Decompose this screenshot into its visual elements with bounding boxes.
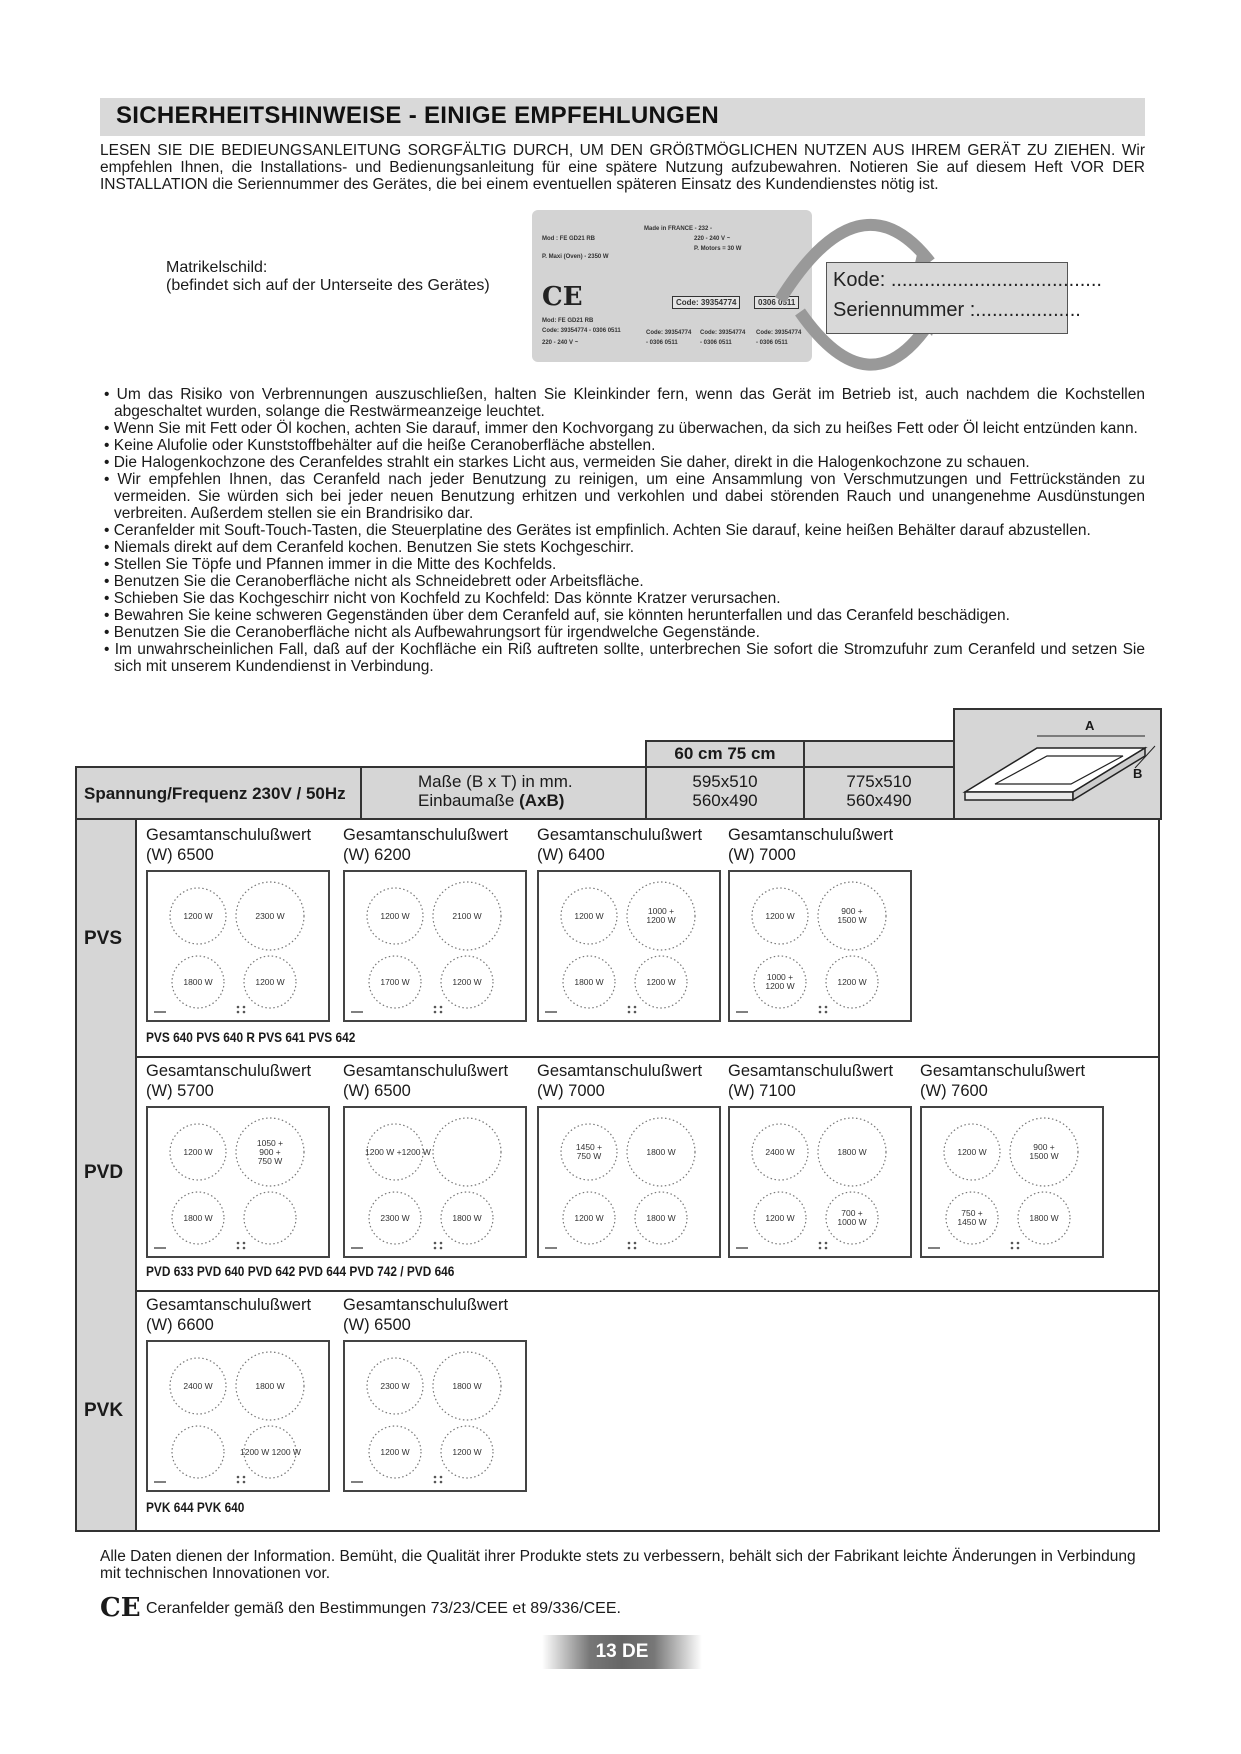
plate-mod1: Mod : FE GD21 RB <box>542 236 596 242</box>
list-item: • Um das Risiko von Verbrennungen auszuschließen, halten Sie Kleinkinder fern, wenn das Gerät im Betrieb ist, auch nachdem die Kochstellen abgeschaltet wurden, solange die Restwärmeanzeige leuchtet. <box>104 386 1145 420</box>
cooking-zone <box>172 1426 224 1478</box>
control-dot <box>819 1247 822 1250</box>
hob-title: Gesamtanschulußwert <box>146 1062 312 1080</box>
control-dot <box>819 1006 822 1009</box>
hob-diagram <box>343 1106 527 1258</box>
zone-power-label: 900 + 1500 W <box>1029 1142 1059 1161</box>
plate-made-in: Made in FRANCE - 232 - <box>644 226 713 232</box>
zone-power-label: 1800 W <box>452 1212 482 1223</box>
control-dot <box>825 1247 828 1250</box>
hob-diagram <box>146 1106 330 1258</box>
ce-regulation-text: Ceranfelder gemäß den Bestimmungen 73/23/CEE et 89/336/CEE. <box>146 1600 621 1617</box>
hob-title: Gesamtanschulußwert <box>920 1062 1086 1080</box>
zone-power-label: 1200 W <box>183 910 213 921</box>
plate-serial: 0306 0511 <box>754 296 799 309</box>
zone-power-label: 1200 W <box>452 1446 482 1457</box>
zone-power-label: 1200 W <box>452 976 482 987</box>
hob-title: Gesamtanschulußwert <box>146 826 312 844</box>
zone-power-label: 1800 W <box>646 1212 676 1223</box>
zone-power-label: 1800 W <box>837 1146 867 1157</box>
zone-power-label: 700 + 1000 W <box>837 1208 867 1227</box>
zone-power-label: 2300 W <box>380 1212 410 1223</box>
control-dot <box>243 1006 246 1009</box>
control-dot <box>628 1006 631 1009</box>
plate-code3b-2: - 0306 0511 <box>700 340 732 346</box>
control-dot <box>237 1006 240 1009</box>
zone-power-label: 2400 W <box>183 1380 213 1391</box>
control-dot <box>634 1247 637 1250</box>
list-item: • Niemals direkt auf dem Ceranfeld kochen. Benutzen Sie stets Kochgeschirr. <box>104 539 635 556</box>
list-item: • Wenn Sie mit Fett oder Öl kochen, achten Sie darauf, immer den Kochvorgang zu überwachen, da sich zu heißes Fett oder Öl leicht entzünden kann. <box>104 420 1138 437</box>
hob-title: Gesamtanschulußwert <box>537 1062 703 1080</box>
hob-power: (W) 7000 <box>728 846 796 864</box>
page-title: SICHERHEITSHINWEISE - EINIGE EMPFEHLUNGEN <box>116 102 720 129</box>
control-dot <box>243 1247 246 1250</box>
control-dot <box>237 1476 240 1479</box>
list-item: • Stellen Sie Töpfe und Pfannen immer in die Mitte des Kochfelds. <box>104 556 557 573</box>
plate-mod2: Mod: FE GD21 RB <box>542 318 594 324</box>
hob-zones-svg <box>148 872 328 1020</box>
row-label-pvk: PVK <box>84 1400 124 1421</box>
hob-zones-svg <box>345 872 525 1020</box>
hob-diagram <box>146 1340 330 1492</box>
control-dot <box>628 1011 631 1014</box>
zone-power-label: 1200 W <box>957 1146 987 1157</box>
title-bar <box>100 98 1145 136</box>
dims-line2 <box>418 791 573 810</box>
matrikel-line2: (befindet sich auf der Unterseite des Gerätes) <box>166 277 490 294</box>
control-dot <box>628 1247 631 1250</box>
control-dot <box>243 1011 246 1014</box>
plate-code2: Code: 39354774 - 0306 0511 <box>542 328 621 334</box>
models-pvk: PVK 644 PVK 640 <box>146 1500 245 1515</box>
control-dot <box>825 1242 828 1245</box>
hob-power: (W) 7000 <box>537 1082 605 1100</box>
control-dot <box>1011 1242 1014 1245</box>
hob-diagram <box>537 870 721 1022</box>
zone-power-label: 1800 W <box>452 1380 482 1391</box>
hob-diagram <box>343 1340 527 1492</box>
hob-title: Gesamtanschulußwert <box>146 1296 312 1314</box>
divider <box>135 820 137 1530</box>
control-dot <box>237 1011 240 1014</box>
control-dot <box>1017 1247 1020 1250</box>
zone-power-label: 1200 W <box>765 910 795 921</box>
hob-title: Gesamtanschulußwert <box>537 826 703 844</box>
plate-pmaxi: P. Maxi (Oven) - 2350 W <box>542 254 609 260</box>
control-dot <box>634 1006 637 1009</box>
control-dot <box>237 1247 240 1250</box>
control-dot <box>825 1011 828 1014</box>
dims-line1: Maße (B x T) in mm. <box>418 772 573 791</box>
control-dot <box>819 1011 822 1014</box>
control-dot <box>825 1006 828 1009</box>
models-pvs: PVS 640 PVS 640 R PVS 641 PVS 642 <box>146 1030 356 1045</box>
hob-diagram <box>343 870 527 1022</box>
list-item: • Wir empfehlen Ihnen, das Ceranfeld nach jeder Benutzung zu reinigen, um eine Ansammlung von Verschmutzungen und Fettrückständen zu vermeiden. Sie würden sich bei jeder neuen Benutzung erhitzen und verkohlen und dabei störenden Rauch und unangenehme Ausdünstungen verbreiten. Außerdem stellen sie ein Brandrisiko dar. <box>104 471 1145 522</box>
col60-value1: 595x510 <box>692 772 758 791</box>
plate-code3a-1: Code: 39354774 <box>646 330 692 336</box>
hob-zones-svg <box>922 1108 1102 1256</box>
hob-power: (W) 6500 <box>146 846 214 864</box>
zone-power-label: 2400 W <box>765 1146 795 1157</box>
hob-zones-svg <box>539 1108 719 1256</box>
safety-list <box>100 386 1145 675</box>
control-dot <box>237 1242 240 1245</box>
plate-motors: P. Motors = 30 W <box>694 246 742 252</box>
row-label-pvd: PVD <box>84 1162 124 1183</box>
hob-zones-svg <box>345 1108 525 1256</box>
hob-diagram <box>537 1106 721 1258</box>
dimension-diagram <box>953 708 1162 820</box>
page-number-badge <box>542 1635 702 1669</box>
kode-line: Kode: ...................................... <box>833 269 1102 291</box>
zone-power-label: 1800 W <box>1029 1212 1059 1223</box>
zone-power-label: 1000 + 1200 W <box>646 906 676 925</box>
control-dot <box>434 1247 437 1250</box>
hob-power: (W) 5700 <box>146 1082 214 1100</box>
zone-power-label: 1800 W <box>255 1380 285 1391</box>
intro-paragraph: LESEN SIE DIE BEDIEUNGSANLEITUNG SORGFÄLTIG DURCH, UM DEN GRÖßTMÖGLICHEN NUTZEN AUS IHREM GERÄT ZU ZIEHEN. Wir empfehlen Ihnen, die Installations- und Bedienungsanleitung für eine spätere Nutzung aufzubewahren. Notieren Sie auf diesem Heft VOR DER INSTALLATION die Seriennummer des Gerätes, die bei einem eventuellen späteren Einsatz des Kundendienstes nötig ist. <box>100 142 1145 193</box>
hob-zones-svg <box>345 1342 525 1490</box>
hob-power: (W) 6400 <box>537 846 605 864</box>
zone-power-label: 1800 W <box>646 1146 676 1157</box>
dims-label <box>418 772 573 810</box>
control-dot <box>434 1481 437 1484</box>
col60-value2: 560x490 <box>692 791 758 810</box>
hob-diagram <box>728 1106 912 1258</box>
disclaimer: Alle Daten dienen der Information. Bemüht, die Qualität ihrer Produkte stets zu verbessern, behält sich der Fabrikant leichte Änderungen in Verbindung mit technischen Innovationen vor. <box>100 1548 1136 1582</box>
plate-volt2: 220 - 240 V ~ <box>542 340 579 346</box>
serial-line: Seriennummer :................... <box>833 299 1081 321</box>
hob-zones-svg <box>539 872 719 1020</box>
page-number: 13 DE <box>595 1641 649 1662</box>
list-item: • Im unwahrscheinlichen Fall, daß auf der Kochfläche ein Riß auftreten sollte, unterbrechen Sie sofort die Stromzufuhr zum Ceranfeld und setzen Sie sich mit unserem Kundendienst in Verbindung. <box>104 641 1145 675</box>
zone-power-label: 1200 W <box>380 1446 410 1457</box>
control-dot <box>634 1011 637 1014</box>
hob-power: (W) 6600 <box>146 1316 214 1334</box>
control-dot <box>628 1242 631 1245</box>
control-dot <box>634 1242 637 1245</box>
row-label-pvs: PVS <box>84 928 123 949</box>
models-pvd: PVD 633 PVD 640 PVD 642 PVD 644 PVD 742 / PVD 646 <box>146 1264 455 1279</box>
plate-volt1: 220 - 240 V ~ <box>694 236 731 242</box>
zone-power-label: 1200 W <box>837 976 867 987</box>
hob-power: (W) 7100 <box>728 1082 796 1100</box>
dims-line2a: Einbaumaße <box>418 791 520 810</box>
zone-power-label: 1050 + 900 + 750 W <box>256 1137 284 1166</box>
size-header-label: 60 cm 75 cm <box>674 744 776 763</box>
zone-power-label: 1200 W <box>574 910 604 921</box>
plate-code: Code: 39354774 <box>672 296 740 309</box>
hob-diagram <box>728 870 912 1022</box>
plate-code3a-3: Code: 39354774 <box>756 330 802 336</box>
control-dot <box>440 1006 443 1009</box>
row-divider <box>75 1056 1160 1058</box>
control-dot <box>1017 1242 1020 1245</box>
zone-power-label: 1200 W <box>765 1212 795 1223</box>
control-dot <box>440 1247 443 1250</box>
hob-diagram <box>146 870 330 1022</box>
matrikel-caption <box>166 259 490 295</box>
zone-power-label: 1800 W <box>574 976 604 987</box>
hob-title: Gesamtanschulußwert <box>728 1062 894 1080</box>
hob-zones-svg <box>148 1108 328 1256</box>
zone-power-label: 1000 + 1200 W <box>765 972 795 991</box>
ce-mark-icon: CE <box>100 1593 141 1623</box>
control-dot <box>1011 1247 1014 1250</box>
zone-power-label: 750 + 1450 W <box>957 1208 987 1227</box>
plate-code3b-1: - 0306 0511 <box>646 340 678 346</box>
zone-power-label: 1800 W <box>183 1212 213 1223</box>
kode-box <box>826 262 1102 334</box>
zone-power-label: 1200 W +1200 W <box>365 1146 431 1157</box>
hob-title: Gesamtanschulußwert <box>343 826 509 844</box>
dim-a-label: A <box>1085 718 1095 733</box>
zone-power-label: 1200 W <box>574 1212 604 1223</box>
zone-power-label: 1450 + 750 W <box>575 1142 603 1161</box>
row-divider <box>75 1290 1160 1292</box>
zone-power-label: 1700 W <box>380 976 410 987</box>
hob-title: Gesamtanschulußwert <box>343 1062 509 1080</box>
plate-code3a-2: Code: 39354774 <box>700 330 746 336</box>
hob-diagram <box>920 1106 1104 1258</box>
hob-zones-svg <box>730 1108 910 1256</box>
zone-power-label: 1800 W <box>183 976 213 987</box>
zone-power-label: 2300 W <box>380 1380 410 1391</box>
control-dot <box>440 1481 443 1484</box>
zone-power-label: 1200 W 1200 W <box>240 1446 301 1457</box>
col75-value2: 560x490 <box>846 791 912 810</box>
voltage-label: Spannung/Frequenz 230V / 50Hz <box>84 784 346 803</box>
zone-power-label: 1200 W <box>255 976 285 987</box>
dims-line2b: (AxB) <box>519 791 565 810</box>
ce-mark-icon: CE <box>542 282 583 312</box>
control-dot <box>243 1242 246 1245</box>
matrikel-line1: Matrikelschild: <box>166 259 268 276</box>
divider <box>360 766 362 820</box>
col75-values <box>803 772 955 810</box>
zone-power-label: 900 + 1500 W <box>837 906 867 925</box>
hob-power: (W) 6200 <box>343 846 411 864</box>
col75-value1: 775x510 <box>846 772 912 791</box>
hob-title: Gesamtanschulußwert <box>728 826 894 844</box>
hob-power: (W) 6500 <box>343 1316 411 1334</box>
hob-dimension-icon <box>955 710 1160 818</box>
hob-zones-svg <box>730 872 910 1020</box>
cooking-zone <box>433 1118 501 1186</box>
hob-title: Gesamtanschulußwert <box>343 1296 509 1314</box>
list-item: • Benutzen Sie die Ceranoberfläche nicht als Aufbewahrungsort für irgendwelche Gegenstände. <box>104 624 760 641</box>
zone-power-label: 1200 W <box>646 976 676 987</box>
hob-zones-svg <box>148 1342 328 1490</box>
hob-power: (W) 6500 <box>343 1082 411 1100</box>
control-dot <box>434 1011 437 1014</box>
control-dot <box>440 1242 443 1245</box>
hob-power: (W) 7600 <box>920 1082 988 1100</box>
control-dot <box>243 1476 246 1479</box>
dim-b-label: B <box>1133 766 1143 781</box>
list-item: • Schieben Sie das Kochgeschirr nicht von Kochfeld zu Kochfeld: Das könnte Kratzer verursachen. <box>104 590 781 607</box>
zone-power-label: 2100 W <box>452 910 482 921</box>
list-item: • Keine Alufolie oder Kunststoffbehälter auf die heiße Ceranoberfläche abstellen. <box>104 437 656 454</box>
list-item: • Bewahren Sie keine schweren Gegenständen über dem Ceranfeld auf, sie könnten herunterfallen und das Ceranfeld beschädigen. <box>104 607 1010 624</box>
list-item: • Benutzen Sie die Ceranoberfläche nicht als Schneidebrett oder Arbeitsfläche. <box>104 573 644 590</box>
control-dot <box>434 1476 437 1479</box>
cooking-zone <box>244 1192 296 1244</box>
size-header-75 <box>803 740 955 768</box>
zone-power-label: 1200 W <box>183 1146 213 1157</box>
control-dot <box>819 1242 822 1245</box>
zone-power-label: 2300 W <box>255 910 285 921</box>
plate-code3b-3: - 0306 0511 <box>756 340 788 346</box>
zone-power-label: 1200 W <box>380 910 410 921</box>
list-item: • Die Halogenkochzone des Ceranfeldes strahlt ein starkes Licht aus, vermeiden Sie daher, direkt in die Halogenkochzone zu schauen. <box>104 454 1030 471</box>
col60-values <box>645 772 805 810</box>
control-dot <box>434 1242 437 1245</box>
control-dot <box>434 1006 437 1009</box>
control-dot <box>440 1476 443 1479</box>
control-dot <box>440 1011 443 1014</box>
control-dot <box>243 1481 246 1484</box>
control-dot <box>237 1481 240 1484</box>
list-item: • Ceranfelder mit Souft-Touch-Tasten, die Steuerplatine des Gerätes ist empfinlich. Achten Sie darauf, keine heißen Behälter darauf abzustellen. <box>104 522 1091 539</box>
